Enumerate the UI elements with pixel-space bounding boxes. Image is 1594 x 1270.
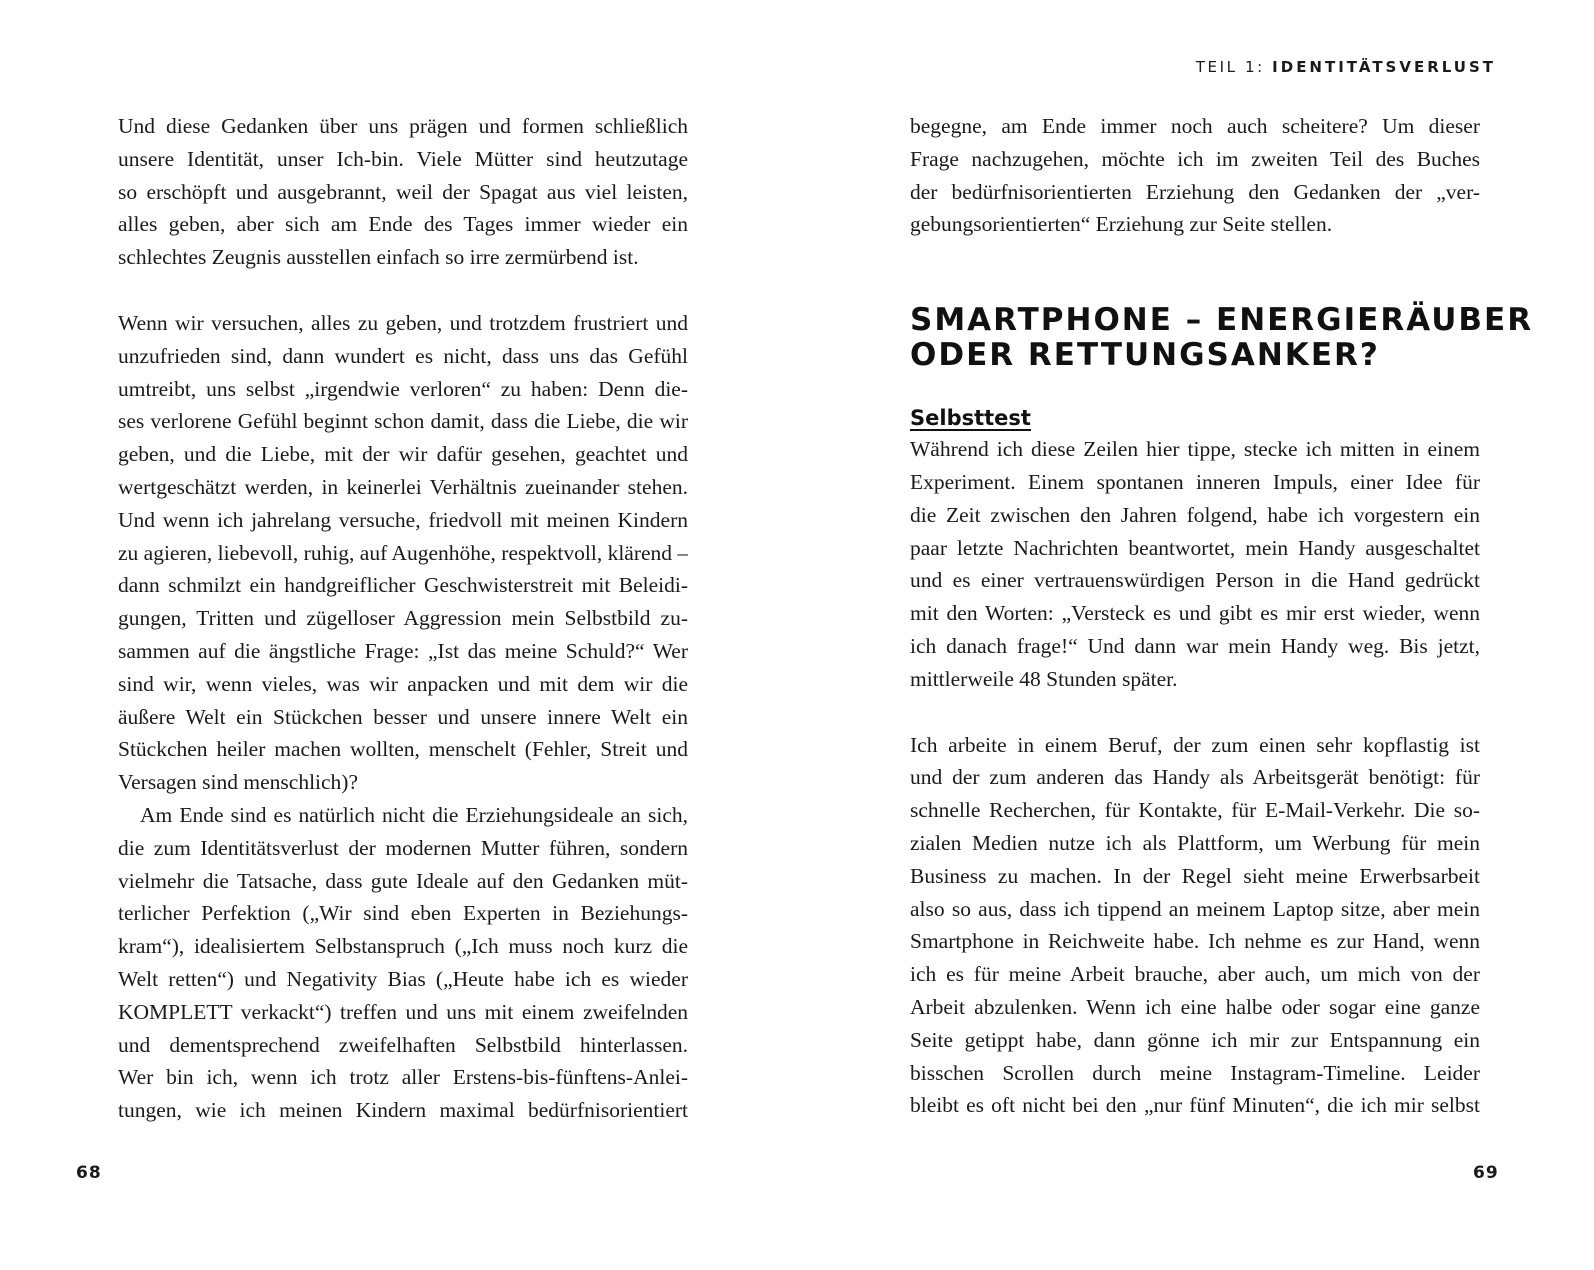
page-number-left: 68 bbox=[76, 1163, 102, 1183]
right-paragraph-3 bbox=[910, 729, 1480, 1123]
text-line: Ich arbeite in einem Beruf, der zum einen sehr kopflastig ist bbox=[910, 732, 1480, 757]
text-line: unzufrieden sind, dann wundert es nicht, dass uns das Gefühl bbox=[118, 343, 688, 368]
text-line: zialen Medien nutze ich als Plattform, um Werbung für mein bbox=[910, 830, 1480, 855]
text-line: und dementsprechend zweifelhaften Selbstbild hinterlassen. bbox=[118, 1032, 688, 1057]
text-line: sind wir, wenn vieles, was wir anpacken und mit dem wir die bbox=[118, 671, 688, 696]
text-line: terlicher Perfektion („Wir sind eben Experten in Beziehungs- bbox=[118, 901, 688, 926]
text-line: gebungsorientierten“ Erziehung zur Seite stellen. bbox=[910, 212, 1333, 237]
text-line: Und wenn ich jahrelang versuche, friedvoll mit meinen Kindern bbox=[118, 507, 688, 532]
text-line: bleibt es oft nicht bei den „nur fünf Minuten“, die ich mir selbst bbox=[910, 1093, 1480, 1118]
text-line: Wer bin ich, wenn ich trotz aller Erstens-bis-fünftens-Anlei- bbox=[118, 1065, 688, 1090]
text-line: alles geben, aber sich am Ende des Tages immer wieder ein bbox=[118, 212, 688, 237]
text-line: Experiment. Einem spontanen inneren Impuls, einer Idee für bbox=[910, 469, 1480, 494]
text-line: zu agieren, liebevoll, ruhig, auf Augenhöhe, respektvoll, klärend – bbox=[118, 540, 688, 565]
right-page-text bbox=[910, 110, 1534, 1122]
text-line: mit den Worten: „Versteck es und gibt es mir erst wieder, wenn bbox=[910, 601, 1480, 626]
right-paragraph-1 bbox=[910, 110, 1480, 241]
left-paragraph-2 bbox=[118, 307, 688, 799]
text-line: Stückchen heiler machen wollten, menschelt (Fehler, Streit und bbox=[118, 737, 688, 762]
left-page-text bbox=[118, 110, 688, 1127]
text-line: Am Ende sind es natürlich nicht die Erziehungsideale an sich, bbox=[140, 802, 688, 827]
text-line: ich es für meine Arbeit brauche, aber auch, um mich von der bbox=[910, 962, 1480, 987]
text-line: äußere Welt ein Stückchen besser und unsere innere Welt ein bbox=[118, 704, 688, 729]
text-line: die zum Identitätsverlust der modernen Mutter führen, sondern bbox=[118, 835, 688, 860]
section-heading-line-2: ODER RETTUNGSANKER? bbox=[910, 337, 1380, 374]
running-head bbox=[1196, 58, 1496, 76]
text-line: gungen, Tritten und zügelloser Aggression mein Selbstbild zu- bbox=[118, 606, 688, 631]
text-line: Versagen sind menschlich)? bbox=[118, 770, 359, 795]
text-line: paar letzte Nachrichten beantwortet, mein Handy ausgeschaltet bbox=[910, 535, 1480, 560]
text-line: Smartphone in Reichweite habe. Ich nehme es zur Hand, wenn bbox=[910, 929, 1480, 954]
text-line: so erschöpft und ausgebrannt, weil der Spagat aus viel leisten, bbox=[118, 179, 688, 204]
text-line: sammen auf die ängstliche Frage: „Ist das meine Schuld?“ Wer bbox=[118, 638, 688, 663]
text-line: also so aus, dass ich tippend an meinem Laptop sitze, aber mein bbox=[910, 896, 1480, 921]
text-line: Und diese Gedanken über uns prägen und formen schließlich bbox=[118, 114, 688, 138]
text-line: mittlerweile 48 Stunden später. bbox=[910, 666, 1178, 691]
text-line: bisschen Scrollen durch meine Instagram-Timeline. Leider bbox=[910, 1060, 1480, 1085]
text-line: Wenn wir versuchen, alles zu geben, und trotzdem frustriert und bbox=[118, 310, 688, 335]
text-line: geben, und die Liebe, mit der wir dafür gesehen, geachtet und bbox=[118, 442, 688, 467]
text-line: der bedürfnisorientierten Erziehung den Gedanken der „ver- bbox=[910, 179, 1480, 204]
text-line: begegne, am Ende immer noch auch scheitere? Um dieser bbox=[910, 114, 1480, 138]
right-paragraph-2 bbox=[910, 433, 1480, 695]
text-line: umtreibt, uns selbst „irgendwie verloren“ zu haben: Denn die- bbox=[118, 376, 688, 401]
text-line: Welt retten“) und Negativity Bias („Heute habe ich es wieder bbox=[118, 966, 688, 991]
subheading: Selbsttest bbox=[910, 406, 1031, 431]
text-line: kram“), idealisiertem Selbstanspruch („Ich muss noch kurz die bbox=[118, 934, 688, 959]
running-head-part: TEIL 1: bbox=[1195, 58, 1265, 76]
text-line: tungen, wie ich meinen Kindern maximal bedürfnisorientiert bbox=[118, 1098, 688, 1123]
left-paragraph-1 bbox=[118, 110, 688, 274]
text-line: Business zu machen. In der Regel sieht meine Erwerbsarbeit bbox=[910, 863, 1480, 888]
text-line: und es einer vertrauenswürdigen Person in die Hand gedrückt bbox=[910, 568, 1480, 593]
text-line: ses verlorene Gefühl beginnt schon damit, dass die Liebe, die wir bbox=[118, 409, 688, 434]
page-number-right: 69 bbox=[1473, 1163, 1499, 1183]
text-line: Frage nachzugehen, möchte ich im zweiten Teil des Buches bbox=[910, 146, 1480, 171]
text-line: KOMPLETT verkackt“) treffen und uns mit einem zweifelnden bbox=[118, 999, 688, 1024]
left-paragraph-3 bbox=[118, 799, 688, 1127]
running-head-title: IDENTITÄTSVERLUST bbox=[1272, 58, 1496, 76]
text-line: und der zum anderen das Handy als Arbeitsgerät benötigt: für bbox=[910, 765, 1480, 790]
text-line: schnelle Recherchen, für Kontakte, für E-Mail-Verkehr. Die so- bbox=[910, 798, 1480, 823]
section-heading bbox=[910, 302, 1534, 374]
text-line: unsere Identität, unser Ich-bin. Viele Mütter sind heutzutage bbox=[118, 146, 688, 171]
text-line: Arbeit abzulenken. Wenn ich eine halbe oder sogar eine ganze bbox=[910, 994, 1480, 1019]
text-line: vielmehr die Tatsache, dass gute Ideale auf den Gedanken müt- bbox=[118, 868, 688, 893]
text-line: Seite getippt habe, dann gönne ich mir zur Entspannung ein bbox=[910, 1027, 1480, 1052]
text-line: ich danach frage!“ Und dann war mein Handy weg. Bis jetzt, bbox=[910, 633, 1480, 658]
text-line: dann schmilzt ein handgreiflicher Geschwisterstreit mit Beleidi- bbox=[118, 573, 688, 598]
text-line: wertgeschätzt werden, in keinerlei Verhältnis zueinander stehen. bbox=[118, 474, 688, 499]
text-line: die Zeit zwischen den Jahren folgend, habe ich vorgestern ein bbox=[910, 502, 1480, 527]
section-heading-line-1: SMARTPHONE – ENERGIERÄUBER bbox=[910, 302, 1534, 339]
text-line: Während ich diese Zeilen hier tippe, stecke ich mitten in einem bbox=[910, 437, 1480, 462]
text-line: schlechtes Zeugnis ausstellen einfach so irre zermürbend ist. bbox=[118, 245, 639, 270]
